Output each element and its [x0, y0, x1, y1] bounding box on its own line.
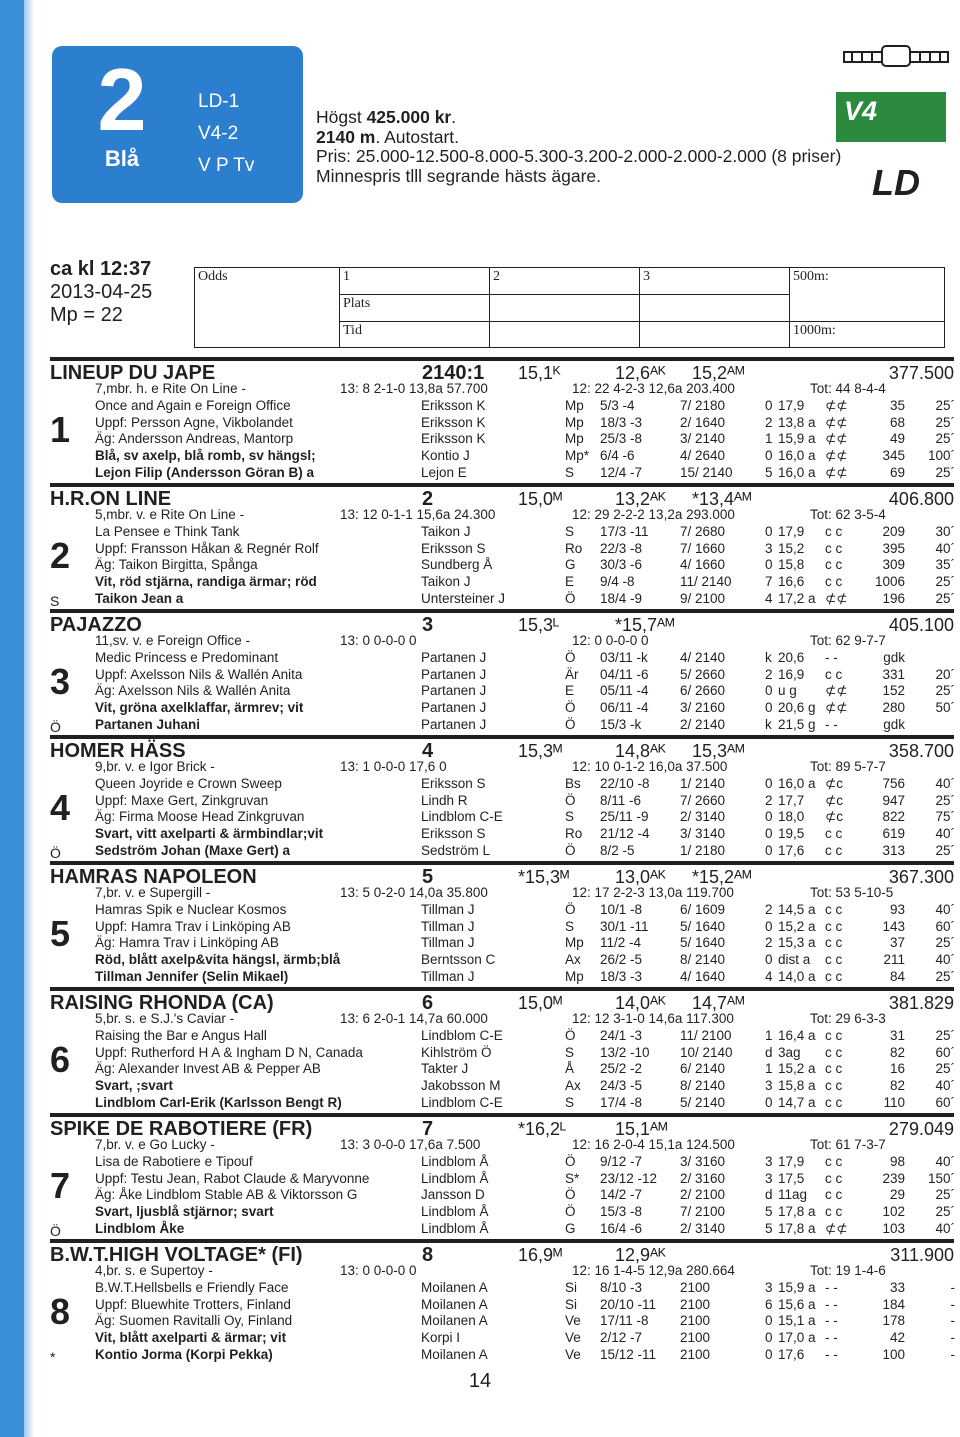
start-row: Queen Joyride e Crown Sweep Eriksson S Bs 22/10 -8 1/ 2140 0 16,0 a ⊄c 756 40´ [95, 775, 955, 791]
record-1: 15,0ᴹ [518, 489, 563, 509]
race-color: Blå [104, 146, 140, 171]
page-edge-stripe [0, 0, 24, 1437]
horse-earnings: 406.800 [888, 489, 954, 509]
odds-table: Odds 1 2 3 500m: Plats Tid 1000m: [194, 267, 945, 348]
start-row: Äg: Axelsson Nils & Wallén Anita Partanen J E 05/11 -4 6/ 2660 0 u g ⊄⊄ 152 25´ [95, 683, 955, 699]
record-1: 15,1ᴷ [518, 363, 561, 383]
horse-distance: 5 [422, 866, 434, 888]
start-row: Uppf: Axelsson Nils & Wallén Anita Partanen J Är 04/11 -6 5/ 2660 2 16,9 c c 331 20´ [95, 666, 955, 682]
start-row: Once and Again e Foreign Office Eriksson K Mp 5/3 -4 7/ 2180 0 17,9 ⊄⊄ 35 25´ [95, 397, 955, 413]
horse-distance: 7 [422, 1118, 434, 1140]
horse-name: HAMRAS NAPOLEON [50, 866, 257, 888]
start-row: Röd, blått axelp&vita hängsl, ärmb;blå Berntsson C Ax 26/2 -5 8/ 2140 0 dist a c c 211 40´ [95, 952, 955, 968]
horse-earnings: 367.300 [888, 867, 954, 887]
start-row: Hamras Spik e Nuclear Kosmos Tillman J Ö 10/1 -8 6/ 1609 2 14,5 a c c 93 40´ [95, 901, 955, 917]
horse-header [50, 1113, 954, 1140]
shoe-symbol: Ö [50, 1223, 61, 1239]
start-row: Äg: Taikon Birgitta, Spånga Sundberg Å G 30/3 -6 4/ 1660 0 15,8 c c 309 35´ [95, 557, 955, 573]
horse-earnings: 405.100 [888, 615, 954, 635]
horse-header [50, 357, 954, 384]
race-badge [52, 46, 303, 203]
ld-logo: LD [872, 162, 920, 203]
game-ld: LD-1 [198, 91, 240, 112]
record-1: *15,3ᴹ [518, 867, 570, 887]
horse-info-row: 11,sv. v. e Foreign Office - 13: 0 0-0-0 0 12: 0 0-0-0 0 Tot: 62 9-7-7 [95, 633, 886, 648]
horse-entry [50, 861, 954, 986]
shoe-symbol: Ö [50, 719, 61, 735]
horse-header [50, 735, 954, 762]
horse-name: SPIKE DE RABOTIERE (FR) [50, 1118, 313, 1140]
start-number: 3 [50, 661, 71, 702]
horse-header [50, 609, 954, 636]
start-time: ca kl 12:37 [50, 258, 152, 280]
start-row: Vit, gröna axelklaffar, ärmrev; vit Partanen J Ö 06/11 -4 3/ 2160 0 20,6 g ⊄⊄ 280 50´ [95, 700, 955, 716]
start-row: Uppf: Maxe Gert, Zinkgruvan Lindh R Ö 8/11 -6 7/ 2660 2 17,7 ⊄c 947 25´ [95, 792, 955, 808]
race-number: 2 [97, 50, 147, 149]
horse-header [50, 861, 954, 888]
start-row: Uppf: Persson Agne, Vikbolandet Eriksson K Mp 18/3 -3 2/ 1640 2 13,8 a ⊄⊄ 68 25´ [95, 414, 955, 430]
start-row: Lindblom Carl-Erik (Karlsson Bengt R) Lindblom C-E S 17/4 -8 5/ 2140 0 14,7 a c c 110 60´ [95, 1094, 955, 1110]
horse-entry [50, 735, 954, 860]
game-v4: V4-2 [198, 123, 239, 144]
horse-header [50, 1239, 954, 1266]
horse-earnings: 377.500 [888, 363, 954, 383]
horse-info-row: 7,mbr. h. e Rite On Line - 13: 8 2-1-0 13,8a 57.700 12: 22 4-2-3 12,6a 203.400 Tot: 44 8-4-4 [95, 381, 886, 396]
record-3: *13,4ᴬᴹ [692, 489, 752, 509]
race-time [50, 258, 152, 327]
start-number: 8 [50, 1291, 71, 1332]
start-row: Blå, sv axelp, blå romb, sv hängsl; Kontio J Mp* 6/4 -6 4/ 2640 0 16,0 a ⊄⊄ 345 100´ [95, 448, 955, 464]
v4-logo: V4 [836, 92, 946, 142]
horse-entry [50, 483, 954, 608]
horse-name: LINEUP DU JAPE [50, 362, 216, 384]
horse-info-row: 7,br. v. e Supergill - 13: 5 0-2-0 14,0a 35.800 12: 17 2-2-3 13,0a 119.700 Tot: 53 5-10-5 [95, 885, 894, 900]
record-3: 15,2ᴬᴹ [692, 363, 745, 383]
start-row: Medic Princess e Predominant Partanen J Ö 03/11 -k 4/ 2140 k 20,6 - - gdk [95, 649, 905, 665]
record-2: 12,9ᴬᴷ [615, 1245, 666, 1265]
horse-earnings: 381.829 [888, 993, 954, 1013]
page-number: 14 [468, 1370, 492, 1392]
horse-info-row: 5,mbr. v. e Rite On Line - 13: 12 0-1-1 15,6a 24.300 12: 29 2-2-2 13,2a 293.000 Tot: 62 3-5-4 [95, 507, 886, 522]
horse-entry [50, 609, 954, 734]
start-row: Vit, röd stjärna, randiga ärmar; röd Taikon J E 9/4 -8 11/ 2140 7 16,6 c c 1006 25´ [95, 574, 955, 590]
atg-logo-icon [842, 44, 950, 70]
start-row: Lindblom Åke Lindblom Å G 16/4 -6 2/ 3140 5 17,8 a ⊄⊄ 103 40´ [95, 1220, 955, 1236]
horse-info-row: 9,br. v. e Igor Brick - 13: 1 0-0-0 17,6 0 12: 10 0-1-2 16,0a 37.500 Tot: 89 5-7-7 [95, 759, 886, 774]
start-row: Lisa de Rabotiere e Tipouf Lindblom Å Ö 9/12 -7 3/ 3160 3 17,9 c c 98 40´ [95, 1153, 955, 1169]
horse-distance: 6 [422, 992, 434, 1014]
start-row: Svart, ljusblå stjärnor; svart Lindblom Å Ö 15/3 -8 7/ 2100 5 17,8 a c c 102 25´ [95, 1204, 955, 1220]
race-info: Högst 425.000 kr. 2140 m. Autostart. Pris: 25.000-12.500-8.000-5.300-3.200-2.000-2.000-2.000 (8 priser) Minnespris tlll segrande hästs ägare. [316, 107, 842, 186]
horse-name: RAISING RHONDA (CA) [50, 992, 274, 1014]
start-row: Svart, ;svart Jakobsson M Ax 24/3 -5 8/ 2140 3 15,8 a c c 82 40´ [95, 1078, 955, 1094]
record-3: *15,2ᴬᴹ [692, 867, 752, 887]
start-row: Lejon Filip (Andersson Göran B) a Lejon E S 12/4 -7 15/ 2140 5 16,0 a ⊄⊄ 69 25´ [95, 464, 955, 480]
horse-name: PAJAZZO [50, 614, 142, 636]
start-row: Sedström Johan (Maxe Gert) a Sedström L Ö 8/2 -5 1/ 2180 0 17,6 c c 313 25´ [95, 842, 955, 858]
start-row: Uppf: Fransson Håkan & Regnér Rolf Eriksson S Ro 22/3 -8 7/ 1660 3 15,2 c c 395 40´ [95, 540, 955, 556]
record-1: *16,2ᴸ [518, 1119, 567, 1139]
start-row: Äg: Alexander Invest AB & Pepper AB Takter J Å 25/2 -2 6/ 2140 1 15,2 a c c 16 25´ [95, 1061, 955, 1077]
start-row: Raising the Bar e Angus Hall Lindblom C-E Ö 24/1 -3 11/ 2100 1 16,4 a c c 31 25´ [95, 1027, 955, 1043]
shoe-symbol: Ö [50, 845, 61, 861]
horse-distance: 2140:1 [422, 362, 485, 384]
record-1: 15,3ᴹ [518, 741, 563, 761]
start-row: Uppf: Rutherford H A & Ingham D N, Canada Kihlström Ö S 13/2 -10 10/ 2140 d 3ag c c 82 60´ [95, 1044, 955, 1060]
start-number: 1 [50, 409, 71, 450]
record-2: 13,2ᴬᴷ [615, 489, 666, 509]
record-2: *15,7ᴬᴹ [615, 615, 675, 635]
record-3: 14,7ᴬᴹ [692, 993, 745, 1013]
start-row: Svart, vitt axelparti & ärmbindlar;vit Eriksson S Ro 21/12 -4 3/ 3140 0 19,5 c c 619 40´ [95, 826, 955, 842]
horse-earnings: 358.700 [888, 741, 954, 761]
horse-header [50, 483, 954, 510]
horse-entry [50, 987, 954, 1112]
start-number: 6 [50, 1039, 71, 1080]
record-1: 15,0ᴹ [518, 993, 563, 1013]
horse-name: B.W.T.HIGH VOLTAGE* (FI) [50, 1244, 303, 1266]
record-1: 16,9ᴹ [518, 1245, 563, 1265]
start-row: Uppf: Bluewhite Trotters, Finland Moilanen A Si 20/10 -11 2100 6 15,6 a - - 184 - [95, 1296, 955, 1312]
horse-distance: 4 [422, 740, 434, 762]
start-row: Taikon Jean a Untersteiner J Ö 18/4 -9 9/ 2100 4 17,2 a ⊄⊄ 196 25´ [95, 590, 955, 606]
horse-earnings: 279.049 [888, 1119, 954, 1139]
start-row: Uppf: Testu Jean, Rabot Claude & Maryvonne Lindblom Å S* 23/12 -12 2/ 3160 3 17,5 c c 239 150´ [95, 1170, 955, 1186]
start-number: 4 [50, 787, 71, 828]
start-row: Tillman Jennifer (Selin Mikael) Tillman J Mp 18/3 -3 4/ 1640 4 14,0 a c c 84 25´ [95, 968, 955, 984]
horse-info-row: 7,br. v. e Go Lucky - 13: 3 0-0-0 17,6a 7.500 12: 16 2-0-4 15,1a 124.500 Tot: 61 7-3-7 [95, 1137, 886, 1152]
shoe-symbol: * [50, 1349, 56, 1365]
record-2: 15,1ᴬᴹ [615, 1119, 668, 1139]
horse-distance: 3 [422, 614, 434, 636]
record-2: 14,8ᴬᴷ [615, 741, 666, 761]
record-2: 14,0ᴬᴷ [615, 993, 666, 1013]
horse-header [50, 987, 954, 1014]
horse-name: H.R.ON LINE [50, 488, 172, 510]
start-row: Äg: Andersson Andreas, Mantorp Eriksson K Mp 25/3 -8 3/ 2140 1 15,9 a ⊄⊄ 49 25´ [95, 431, 955, 447]
horse-entry [50, 1113, 954, 1238]
horse-entry [50, 357, 954, 482]
race-games [198, 86, 254, 182]
start-number: 5 [50, 913, 71, 954]
start-number: 2 [50, 535, 71, 576]
horse-entry [50, 1239, 954, 1364]
start-row: Kontio Jorma (Korpi Pekka) Moilanen A Ve 15/12 -11 2100 0 17,6 - - 100 - [95, 1346, 955, 1362]
start-row: Äg: Suomen Ravitalli Oy, Finland Moilanen A Ve 17/11 -8 2100 0 15,1 a - - 178 - [95, 1313, 955, 1329]
start-row: Uppf: Hamra Trav i Linköping AB Tillman J S 30/1 -11 5/ 1640 0 15,2 a c c 143 60´ [95, 918, 955, 934]
horse-name: HOMER HÄSS [50, 740, 186, 762]
shoe-symbol: S [50, 593, 60, 609]
horse-earnings: 311.900 [890, 1245, 954, 1265]
horse-distance: 8 [422, 1244, 434, 1266]
record-3: 15,3ᴬᴹ [692, 741, 745, 761]
horse-info-row: 4,br. s. e Supertoy - 13: 0 0-0-0 0 12: 16 1-4-5 12,9a 280.664 Tot: 19 1-4-6 [95, 1263, 886, 1278]
start-row: Äg: Hamra Trav i Linköping AB Tillman J Mp 11/2 -4 5/ 1640 2 15,3 a c c 37 25´ [95, 935, 955, 951]
start-row: Partanen Juhani Partanen J Ö 15/3 -k 2/ 2140 k 21,5 g - - gdk [95, 716, 905, 732]
race-date: 2013-04-25 [50, 281, 153, 303]
record-1: 15,3ᴸ [518, 615, 560, 635]
start-row: Äg: Firma Moose Head Zinkgruvan Lindblom C-E S 25/11 -9 2/ 3140 0 18,0 ⊄c 822 75´ [95, 809, 955, 825]
start-row: Äg: Åke Lindblom Stable AB & Viktorsson G Jansson D Ö 14/2 -7 2/ 2100 d 11ag c c 29 25´ [95, 1187, 955, 1203]
record-2: 13,0ᴬᴷ [615, 867, 666, 887]
game-vptv: V P Tv [198, 155, 255, 176]
start-number: 7 [50, 1165, 71, 1206]
start-row: La Pensee e Think Tank Taikon J S 17/3 -11 7/ 2680 0 17,9 c c 209 30´ [95, 523, 955, 539]
record-2: 12,6ᴬᴷ [615, 363, 666, 383]
horse-info-row: 5,br. s. e S.J.'s Caviar - 13: 6 2-0-1 14,7a 60.000 12: 12 3-1-0 14,6a 117.300 Tot: 29 6-3-3 [95, 1011, 886, 1026]
start-row: B.W.T.Hellsbells e Friendly Face Moilanen A Si 8/10 -3 2100 3 15,9 a - - 33 - [95, 1279, 955, 1295]
start-row: Vit, blått axelparti & ärmar; vit Korpi I Ve 2/12 -7 2100 0 17,0 a - - 42 - [95, 1330, 955, 1346]
horse-distance: 2 [422, 488, 434, 510]
race-mp: Mp = 22 [50, 304, 123, 326]
